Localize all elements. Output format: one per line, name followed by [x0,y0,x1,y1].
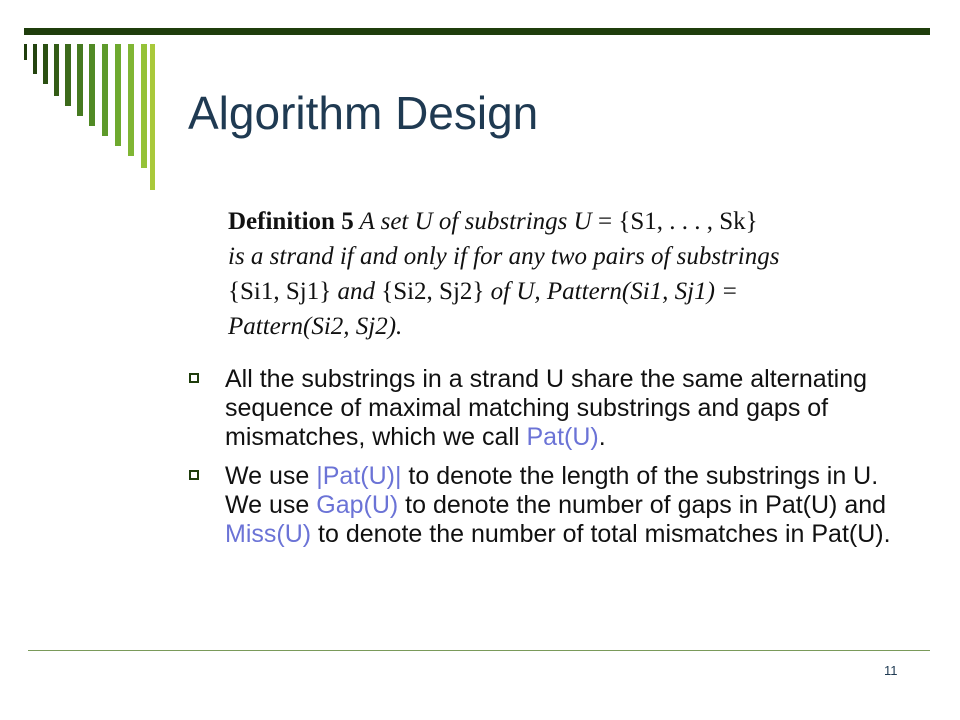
stripe [33,44,37,74]
slide-number: 11 [884,663,898,678]
bullet-text-segment: . [598,423,606,451]
definition-math: {Si1, Sj1} [228,278,332,305]
definition-text: is a strand if and only if for any two pairs of substrings [228,243,780,270]
definition-text: of U, Pattern(Si1, Sj1) = [490,278,739,305]
bullet-text [225,365,900,452]
definition-line [228,274,848,309]
bullet-text-segment: to denote the length of the substrings in U. We use [225,462,879,519]
definition-math: = {S1, . . . , Sk} [597,208,758,235]
stripe [150,44,155,190]
definition-text: and [337,278,375,305]
stripe [141,44,147,168]
bullet-item [188,365,900,452]
definition-block [228,204,848,344]
definition-text: Pattern(Si2, Sj2). [228,313,403,340]
hollow-square-icon [189,373,199,383]
stripe [128,44,134,156]
bottom-rule [28,650,930,651]
highlight-term: |Pat(U)| [316,462,402,490]
bullet-text-segment: to denote the number of total mismatches in Pat(U). [311,520,891,548]
top-rule [24,28,930,35]
definition-line [228,309,848,344]
bullet-list [188,365,900,559]
stripe [24,44,27,60]
bullet-text-segment: All the substrings in a strand U share the same alternating sequence of maximal matching substrings and gaps of mismatches, which we call [225,365,868,451]
hollow-square-icon [189,470,199,480]
stripe [77,44,83,116]
definition-line [228,204,848,239]
stripe [43,44,48,84]
definition-math: {Si2, Sj2} [381,278,485,305]
stripe [115,44,121,146]
stripe [65,44,71,106]
stripe [54,44,59,96]
stripe [89,44,95,126]
bullet-item [188,462,900,549]
slide-title: Algorithm Design [188,87,539,139]
bullet-text-segment: to denote the number of gaps in Pat(U) and [398,491,887,519]
definition-line [228,239,848,274]
definition-label: Definition 5 [228,208,354,235]
highlight-term: Gap(U) [316,491,399,519]
stripe [102,44,108,136]
bullet-text [225,462,900,549]
highlight-term: Pat(U) [526,423,599,451]
bullet-text-segment: We use [225,462,317,490]
highlight-term: Miss(U) [225,520,312,548]
definition-text: A set U of substrings U [359,208,592,235]
